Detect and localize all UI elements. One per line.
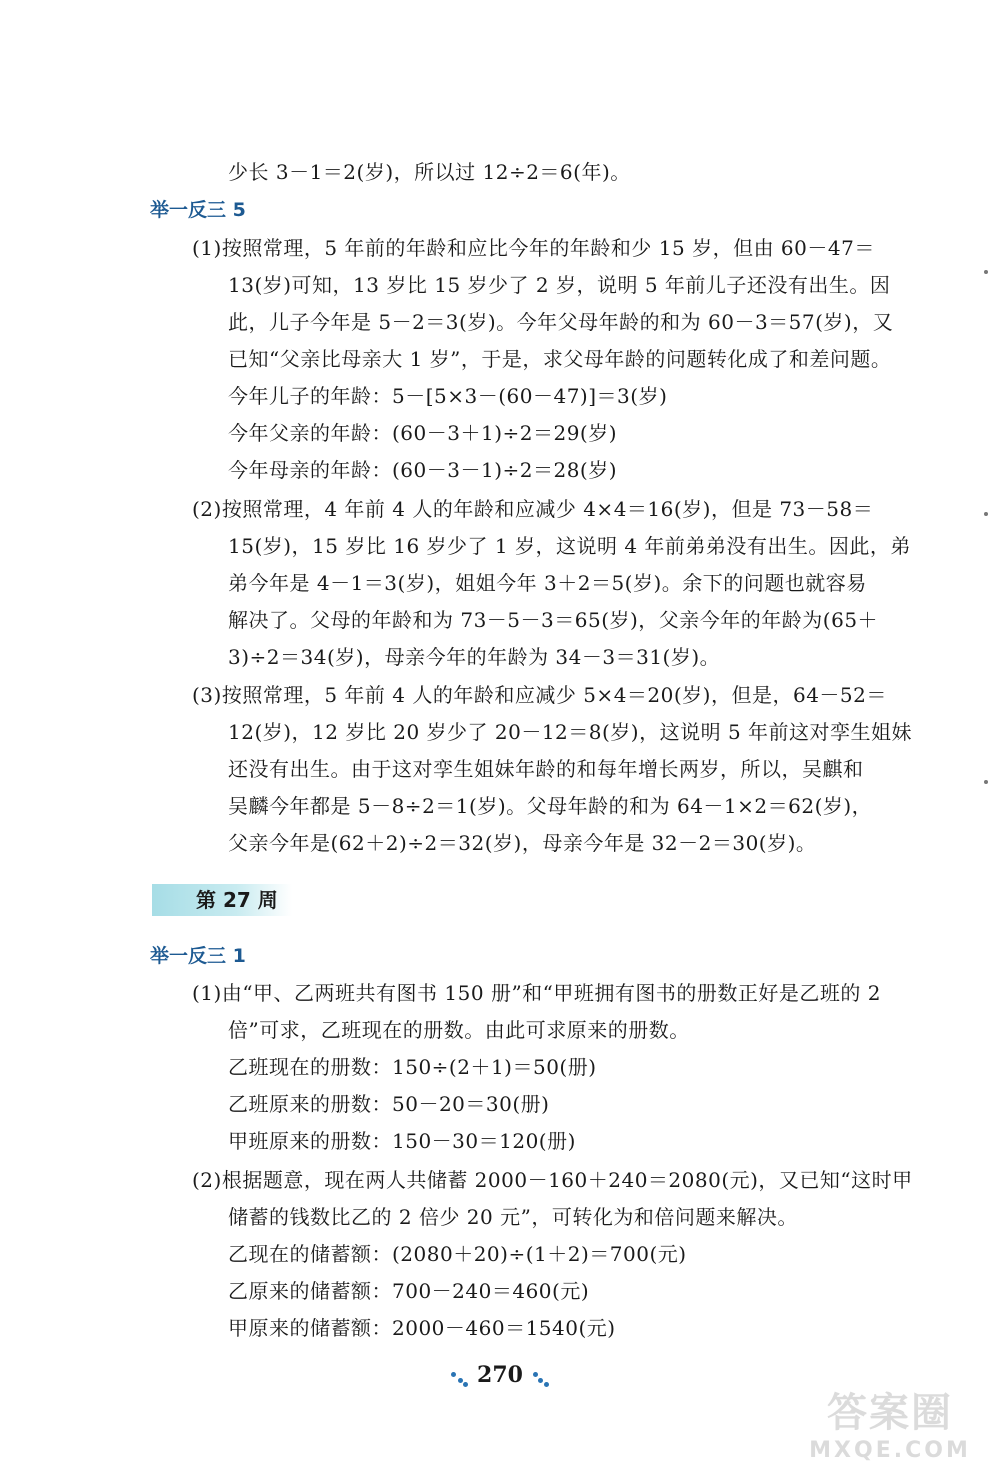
site-watermark xyxy=(800,1390,980,1470)
answer-line: (2)根据题意，现在两人共储蓄 2000－160＋240＝2080(元)，又已知“这时甲 xyxy=(192,1168,913,1192)
formula-line: 乙班现在的册数：150÷(2＋1)＝50(册) xyxy=(228,1055,597,1079)
answer-line: 倍”可求，乙班现在的册数。由此可求原来的册数。 xyxy=(228,1018,690,1042)
dots-ornament-icon xyxy=(449,1366,469,1386)
formula-line: 今年父亲的年龄：(60－3＋1)÷2＝29(岁) xyxy=(228,421,618,445)
formula-line: 乙原来的储蓄额：700－240＝460(元) xyxy=(228,1279,590,1303)
watermark-logo-text: 答案圈 xyxy=(827,1390,953,1436)
answer-line: (1)按照常理，5 年前的年龄和应比今年的年龄和少 15 岁，但由 60－47＝ xyxy=(192,236,875,260)
answer-line: 吴麟今年都是 5－8÷2＝1(岁)。父母年龄的和为 64－1×2＝62(岁)， xyxy=(228,794,873,818)
answer-line: (3)按照常理，5 年前 4 人的年龄和应减少 5×4＝20(岁)，但是，64－52＝ xyxy=(192,683,887,707)
scan-speck xyxy=(984,780,988,784)
answer-line: 3)÷2＝34(岁)，母亲今年的年龄为 34－3＝31(岁)。 xyxy=(228,645,721,669)
dots-ornament-icon xyxy=(531,1366,551,1386)
section-heading: 举一反三 5 xyxy=(150,199,246,221)
answer-line: 12(岁)，12 岁比 20 岁少了 20－12＝8(岁)，这说明 5 年前这对孪生姐妹 xyxy=(228,720,913,744)
answer-line: 储蓄的钱数比乙的 2 倍少 20 元”，可转化为和倍问题来解决。 xyxy=(228,1205,798,1229)
week-title: 第 27 周 xyxy=(196,888,278,912)
answer-line: 15(岁)，15 岁比 16 岁少了 1 岁，这说明 4 年前弟弟没有出生。因此，弟 xyxy=(228,534,911,558)
formula-line: 今年母亲的年龄：(60－3－1)÷2＝28(岁) xyxy=(228,458,618,482)
answer-line: 解决了。父母的年龄和为 73－5－3＝65(岁)，父亲今年的年龄为(65＋ xyxy=(228,608,879,632)
text-line: 少长 3－1＝2(岁)，所以过 12÷2＝6(年)。 xyxy=(228,160,631,184)
section-heading: 举一反三 1 xyxy=(150,945,246,967)
watermark-url: MXQE.COM xyxy=(809,1438,971,1463)
scan-speck xyxy=(984,512,988,516)
answer-line: 13(岁)可知，13 岁比 15 岁少了 2 岁，说明 5 年前儿子还没有出生。因 xyxy=(228,273,891,297)
answer-line: 还没有出生。由于这对孪生姐妹年龄的和每年增长两岁，所以，吴麒和 xyxy=(228,757,864,781)
answer-line: 弟今年是 4－1＝3(岁)，姐姐今年 3＋2＝5(岁)。余下的问题也就容易 xyxy=(228,571,867,595)
answer-line: 已知“父亲比母亲大 1 岁”，于是，求父母年龄的问题转化成了和差问题。 xyxy=(228,347,892,371)
page-number-footer xyxy=(0,1360,1000,1390)
answer-line: (2)按照常理，4 年前 4 人的年龄和应减少 4×4＝16(岁)，但是 73－58＝ xyxy=(192,497,874,521)
formula-line: 甲班原来的册数：150－30＝120(册) xyxy=(228,1129,576,1153)
scan-speck xyxy=(984,270,988,274)
answer-line: (1)由“甲、乙两班共有图书 150 册”和“甲班拥有图书的册数正好是乙班的 2 xyxy=(192,981,881,1005)
page-number: 270 xyxy=(477,1362,523,1388)
formula-line: 乙班原来的册数：50－20＝30(册) xyxy=(228,1092,550,1116)
formula-line: 乙现在的储蓄额：(2080＋20)÷(1＋2)＝700(元) xyxy=(228,1242,687,1266)
formula-line: 今年儿子的年龄：5－[5×3－(60－47)]＝3(岁) xyxy=(228,384,668,408)
formula-line: 甲原来的储蓄额：2000－460＝1540(元) xyxy=(228,1316,616,1340)
answer-line: 父亲今年是(62＋2)÷2＝32(岁)，母亲今年是 32－2＝30(岁)。 xyxy=(228,831,817,855)
answer-line: 此，儿子今年是 5－2＝3(岁)。今年父母年龄的和为 60－3＝57(岁)，又 xyxy=(228,310,894,334)
